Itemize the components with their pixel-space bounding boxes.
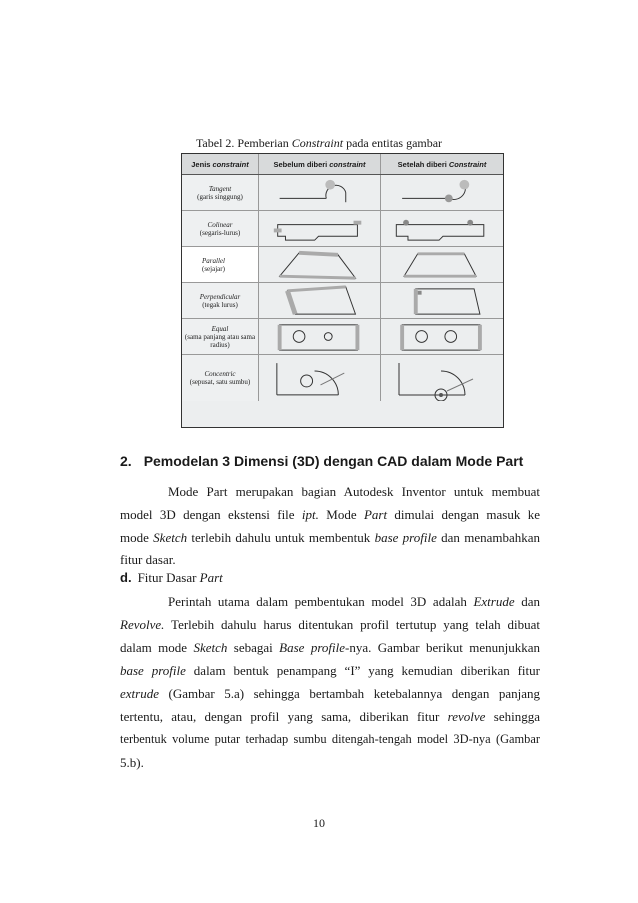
before-figure-equal [259,319,381,354]
table-row [182,319,503,355]
before-figure-parallel [259,247,381,282]
paragraph2-line7: terbentuk volume putar terhadap sumbu ditengah-tengah model 3D-nya (Gambar [120,732,540,746]
page-number: 10 [313,816,325,830]
after-figure-perpendicular [381,283,503,318]
table-row [182,247,503,283]
table-row [182,211,503,247]
before-figure-concentric [259,355,381,401]
after-figure-concentric [381,355,503,401]
paragraph2-line6: tertentu, atau, dengan profil yang sama, diberikan fitur revolve sehingga [120,709,540,724]
before-figure-colinear [259,211,381,246]
paragraph1-line3: mode Sketch terlebih dahulu untuk membentuk base profile dan menambahkan [120,530,541,545]
subsection-heading: d. Fitur Dasar Part [120,570,223,585]
paragraph2-line8: 5.b). [120,755,144,770]
constraint-type-cell: Equal (sama panjang atau sama radius) [182,319,259,354]
paragraph1-line2: model 3D dengan ekstensi file ipt. Mode Part dimulai dengan masuk ke [120,507,540,522]
paragraph2-line5: extrude (Gambar 5.a) sehingga bertambah ketebalannya dengan panjang [120,686,540,701]
after-figure-colinear [381,211,503,246]
constraint-type-cell: Perpendicular (tegak lurus) [182,283,259,318]
constraint-type-cell: Concentric (sepusat, satu sumbu) [182,355,259,401]
after-figure-equal [381,319,503,354]
header-sebelum: Sebelum diberi constraint [259,154,381,174]
paragraph1-line1: Mode Part merupakan bagian Autodesk Inventor untuk membuat [168,484,540,499]
section-heading: 2. Pemodelan 3 Dimensi (3D) dengan CAD dalam Mode Part [120,453,524,469]
before-figure-tangent [259,175,381,210]
before-figure-perpendicular [259,283,381,318]
constraint-table [181,153,504,428]
table-row [182,283,503,319]
table-row [182,175,503,211]
header-jenis: Jenis constraint [182,154,259,174]
paragraph1-line4: fitur dasar. [120,552,176,567]
table-header [182,154,503,175]
paragraph2-line3: dalam mode Sketch sebagai Base profile-nya. Gambar berikut menunjukkan [120,640,541,655]
table-caption: Tabel 2. Pemberian Constraint pada entitas gambar [195,136,443,150]
constraint-type-cell: Tangent (garis singgung) [182,175,259,210]
paragraph2-line1: Perintah utama dalam pembentukan model 3D adalah Extrude dan [168,594,540,609]
after-figure-tangent [381,175,503,210]
constraint-type-cell: Colinear (segaris-lurus) [182,211,259,246]
paragraph2-line4: base profile dalam bentuk penampang “I” yang kemudian diberikan fitur [120,663,540,678]
after-figure-parallel [381,247,503,282]
table-row [182,355,503,401]
header-setelah: Setelah diberi Constraint [397,159,487,169]
constraint-type-cell: Parallel (sejajar) [182,247,259,282]
paragraph2-line2: Revolve. Terlebih dahulu harus ditentukan profil tertutup yang telah dibuat [120,617,540,632]
